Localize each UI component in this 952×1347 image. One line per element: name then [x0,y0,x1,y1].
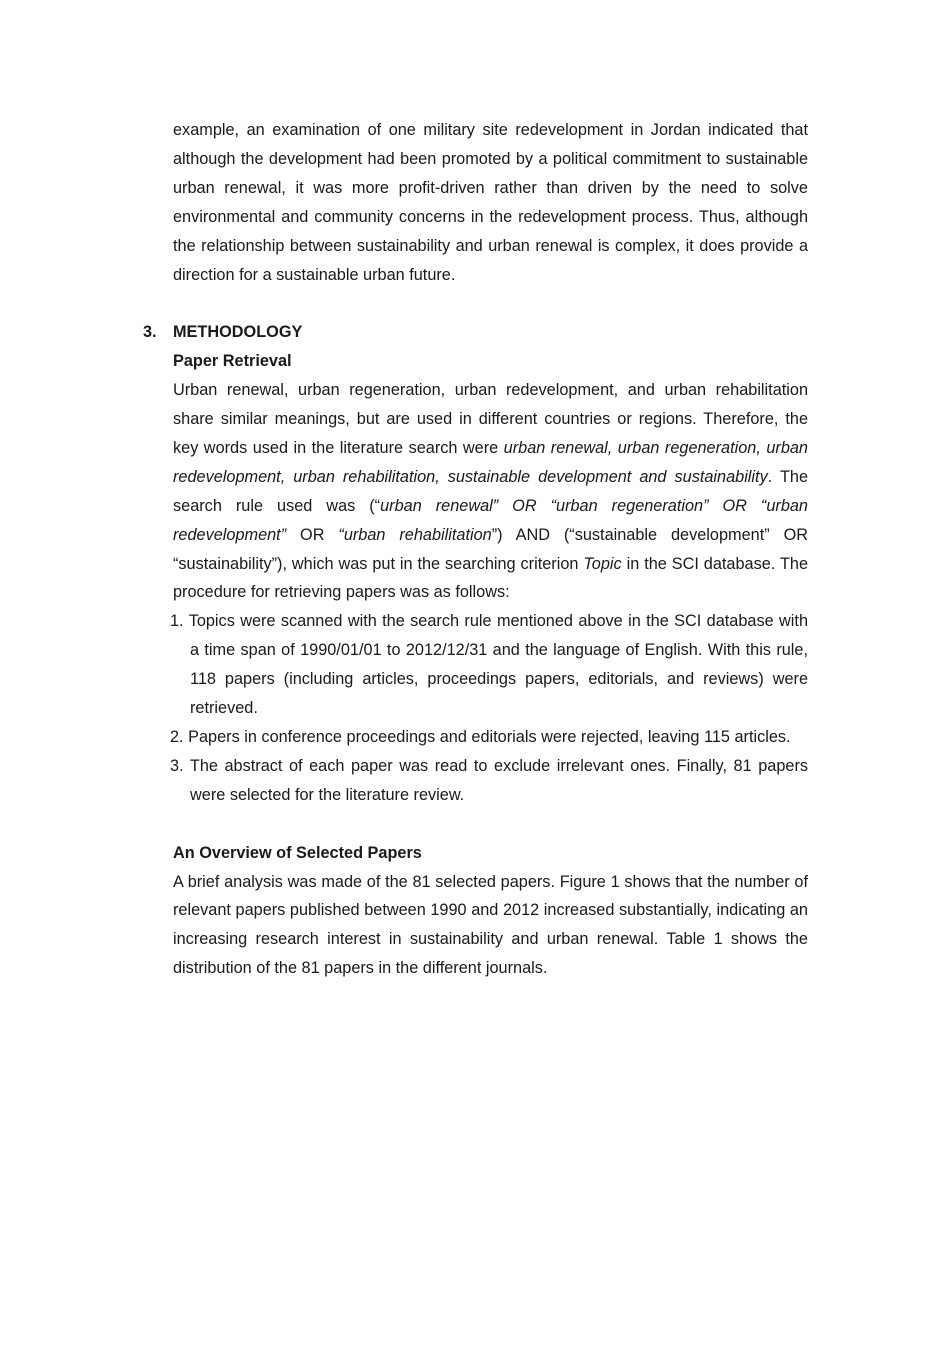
search-rule-part-b: “urban rehabilitation [338,525,492,544]
retrieval-text-4: in the SCI database. The procedure for retrieving papers was as follows: [173,554,808,602]
paper-page [143,116,809,983]
retrieval-steps-list [170,607,809,809]
paper-retrieval-heading: Paper Retrieval [173,352,292,371]
spacer [173,810,808,839]
topic-criterion: Topic [583,554,622,573]
search-rule-part-a: urban renewal” OR “urban regeneration” OR “urban redevelopment” [173,496,808,544]
overview-paragraph: A brief analysis was made of the 81 selected papers. Figure 1 shows that the number of relevant papers published between 1990 and 2012 increased substantially, indicating an increasing research interest in sustainability and urban renewal. Table 1 shows the distribution of the 81 papers in the different journals. [173,872,808,978]
retrieval-keywords: urban renewal, urban regeneration, urban redevelopment, urban rehabilitation, sustainable development and sustainability [173,438,808,486]
list-item [160,607,808,723]
step-text: Papers in conference proceedings and editorials were rejected, leaving 115 articles. [188,728,791,747]
step-number: 2. [170,728,184,747]
spacer [173,289,808,318]
step-text: Topics were scanned with the search rule mentioned above in the SCI database with a time span of 1990/01/01 to 2012/12/31 and the language of English. With this rule, 118 papers (including articles, proceedings papers, editorials, and reviews) were retrieved. [188,612,809,718]
step-number: 1. [170,612,184,631]
section-title: METHODOLOGY [173,323,303,342]
search-rule-or: OR [286,525,339,544]
overview-heading: An Overview of Selected Papers [173,843,422,862]
section-number: 3. [143,323,157,342]
retrieval-text-3: ”) AND (“sustainable development” OR “sustainability”), which was put in the searching criterion [173,525,808,573]
paper-retrieval-paragraph [173,376,808,607]
retrieval-text-1: Urban renewal, urban regeneration, urban redevelopment, and urban rehabilitation share similar meanings, but are used in different countries or regions. Therefore, the key words used in the literature search were [173,381,808,457]
section-heading [143,318,808,347]
list-item [160,723,808,752]
step-text: The abstract of each paper was read to exclude irrelevant ones. Finally, 81 papers were selected for the literature review. [189,756,809,804]
retrieval-text-2: . The search rule used was (“ [173,467,809,515]
intro-paragraph: example, an examination of one military site redevelopment in Jordan indicated that although the development had been promoted by a political commitment to sustainable urban renewal, it was more profit-driven rather than driven by the need to solve environmental and community concerns in the redevelopment process. Thus, although the relationship between sustainability and urban renewal is complex, it does provide a direction for a sustainable urban future. [173,121,808,284]
step-number: 3. [170,756,184,775]
list-item [160,752,808,810]
